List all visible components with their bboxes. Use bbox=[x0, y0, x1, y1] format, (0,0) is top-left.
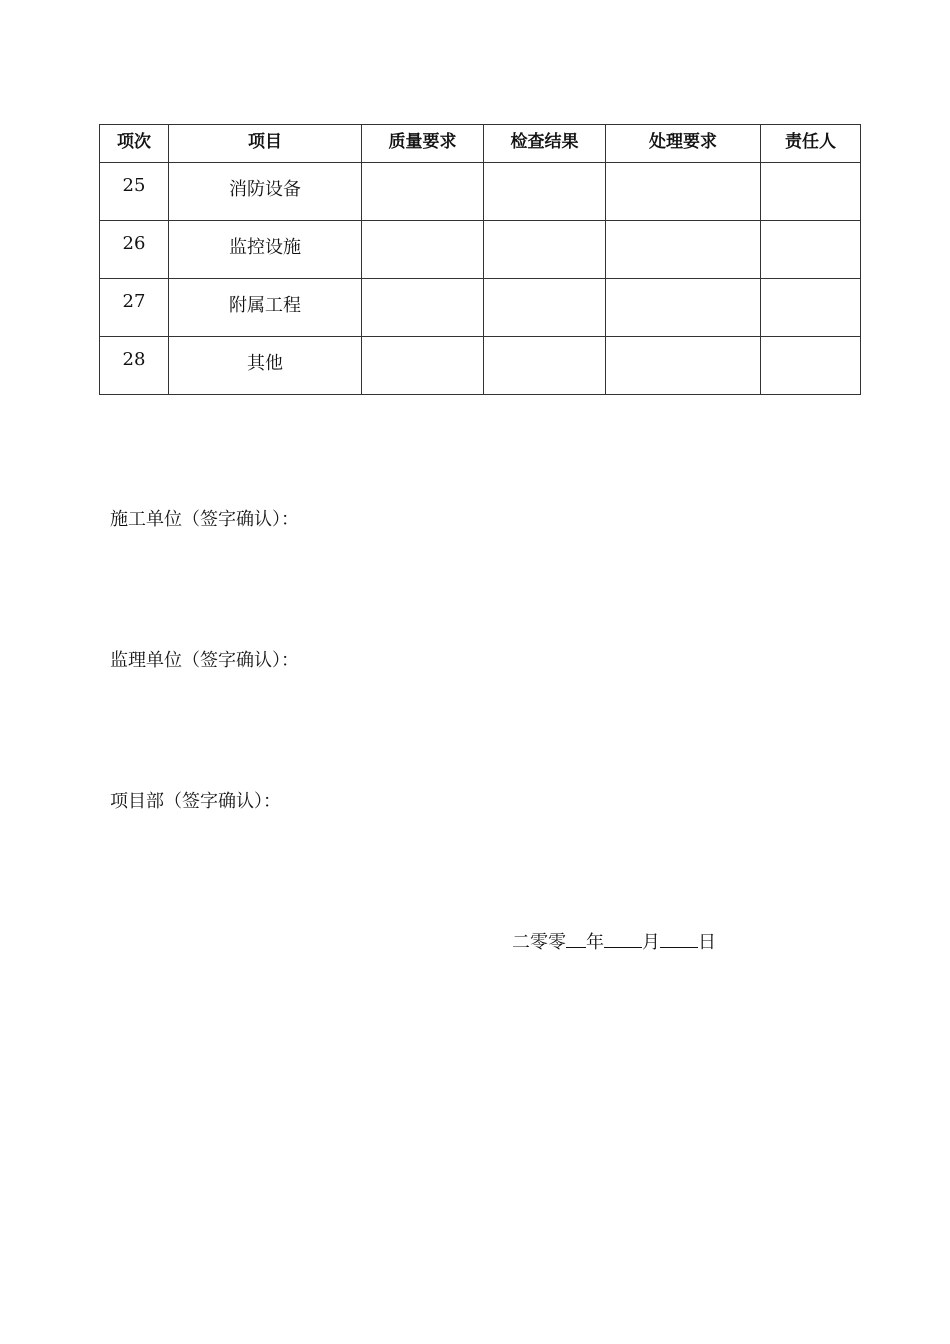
header-result: 检查结果 bbox=[484, 125, 606, 163]
table-row bbox=[100, 279, 861, 337]
date-prefix: 二零零 bbox=[512, 932, 566, 953]
cell-action[interactable] bbox=[606, 279, 761, 337]
header-no: 项次 bbox=[100, 125, 169, 163]
header-action: 处理要求 bbox=[606, 125, 761, 163]
cell-action[interactable] bbox=[606, 221, 761, 279]
cell-item: 消防设备 bbox=[169, 163, 362, 221]
cell-item: 监控设施 bbox=[169, 221, 362, 279]
table-header-row bbox=[100, 125, 861, 163]
cell-no: 25 bbox=[100, 163, 169, 221]
supervision-signature-label: 监理单位（签字确认）： bbox=[110, 650, 299, 671]
header-item: 项目 bbox=[169, 125, 362, 163]
cell-quality[interactable] bbox=[362, 337, 484, 395]
cell-owner[interactable] bbox=[761, 163, 861, 221]
construction-signature-label: 施工单位（签字确认）： bbox=[110, 509, 299, 530]
cell-action[interactable] bbox=[606, 163, 761, 221]
cell-result[interactable] bbox=[484, 337, 606, 395]
cell-result[interactable] bbox=[484, 221, 606, 279]
cell-quality[interactable] bbox=[362, 163, 484, 221]
cell-action[interactable] bbox=[606, 337, 761, 395]
cell-no: 28 bbox=[100, 337, 169, 395]
project-dept-signature-label: 项目部（签字确认）： bbox=[110, 791, 281, 812]
table-row bbox=[100, 221, 861, 279]
year-blank[interactable] bbox=[566, 929, 586, 948]
date-line bbox=[512, 928, 716, 954]
cell-owner[interactable] bbox=[761, 279, 861, 337]
day-label: 日 bbox=[698, 932, 716, 953]
cell-result[interactable] bbox=[484, 163, 606, 221]
cell-item: 附属工程 bbox=[169, 279, 362, 337]
cell-quality[interactable] bbox=[362, 279, 484, 337]
table-row bbox=[100, 337, 861, 395]
cell-no: 27 bbox=[100, 279, 169, 337]
cell-item: 其他 bbox=[169, 337, 362, 395]
table-row bbox=[100, 163, 861, 221]
header-owner: 责任人 bbox=[761, 125, 861, 163]
cell-owner[interactable] bbox=[761, 337, 861, 395]
cell-result[interactable] bbox=[484, 279, 606, 337]
header-quality: 质量要求 bbox=[362, 125, 484, 163]
inspection-table bbox=[99, 124, 861, 395]
cell-owner[interactable] bbox=[761, 221, 861, 279]
month-blank[interactable] bbox=[604, 929, 642, 948]
day-blank[interactable] bbox=[660, 929, 698, 948]
cell-no: 26 bbox=[100, 221, 169, 279]
cell-quality[interactable] bbox=[362, 221, 484, 279]
month-label: 月 bbox=[642, 932, 660, 953]
year-label: 年 bbox=[586, 932, 604, 953]
